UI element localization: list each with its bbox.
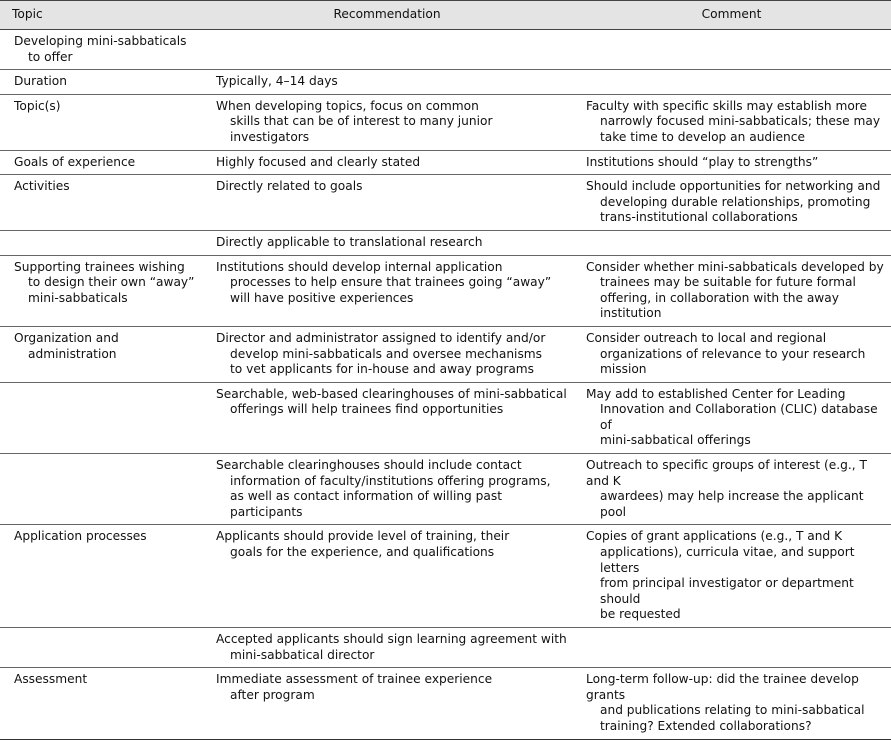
cell-line: developing durable relationships, promoting	[600, 194, 871, 209]
comment-cell	[572, 255, 891, 326]
recommendation-cell	[202, 70, 572, 95]
cell-line: training? Extended collaborations?	[600, 718, 812, 733]
comment-cell	[572, 150, 891, 175]
topic-cell	[0, 94, 202, 150]
table-row	[0, 175, 891, 231]
recommendation-cell	[202, 628, 572, 668]
cell-line: Searchable clearinghouses should include contact	[216, 458, 522, 473]
cell-line: to vet applicants for in-house and away programs	[230, 362, 535, 377]
cell-line: Application processes	[14, 529, 147, 544]
cell-line: Immediate assessment of trainee experience	[216, 672, 493, 687]
recommendation-cell	[202, 326, 572, 382]
topic-cell	[0, 525, 202, 628]
topic-cell	[0, 628, 202, 668]
recommendation-cell	[202, 175, 572, 231]
cell-line: mini-sabbatical offerings	[600, 433, 751, 448]
cell-line: When developing topics, focus on common	[216, 98, 479, 113]
cell-line: trans-institutional collaborations	[600, 210, 798, 225]
table-row	[0, 230, 891, 255]
cell-line: Should include opportunities for networking and	[586, 179, 881, 194]
cell-line: Long-term follow-up: did the trainee develop grants	[586, 672, 859, 702]
comment-cell	[572, 30, 891, 70]
topic-cell	[0, 382, 202, 453]
comment-cell	[572, 175, 891, 231]
topic-cell	[0, 150, 202, 175]
cell-line: Consider whether mini-sabbaticals developed by	[586, 259, 884, 274]
comment-cell	[572, 70, 891, 95]
recommendation-cell	[202, 668, 572, 739]
cell-line: applications), curricula vitae, and support letters	[600, 545, 855, 575]
cell-line: Director and administrator assigned to identify and/or	[216, 330, 546, 345]
cell-line: will have positive experiences	[230, 290, 414, 305]
cell-line: Copies of grant applications (e.g., T and K	[586, 529, 843, 544]
table-row	[0, 70, 891, 95]
comment-cell	[572, 382, 891, 453]
comment-cell	[572, 628, 891, 668]
cell-line: mission	[600, 362, 647, 377]
header-topic: Topic	[0, 1, 202, 30]
comment-cell	[572, 230, 891, 255]
recommendation-cell	[202, 150, 572, 175]
cell-line: Organization and	[14, 330, 119, 345]
cell-line: Goals of experience	[14, 154, 136, 169]
cell-line: Accepted applicants should sign learning agreement with	[216, 632, 567, 646]
comment-cell	[572, 326, 891, 382]
table-row	[0, 94, 891, 150]
cell-line: May add to established Center for Leading	[586, 386, 846, 401]
cell-line: offerings will help trainees find opportunities	[230, 402, 504, 417]
cell-line: awardees) may help increase the applicant pool	[600, 489, 864, 519]
table-row	[0, 382, 891, 453]
topic-cell	[0, 326, 202, 382]
cell-line: Topic(s)	[14, 98, 61, 113]
header-recommendation: Recommendation	[202, 1, 572, 30]
table-row	[0, 326, 891, 382]
table-row	[0, 255, 891, 326]
table-row	[0, 628, 891, 668]
cell-line: from principal investigator or department should	[600, 576, 854, 606]
topic-cell	[0, 255, 202, 326]
comment-cell	[572, 668, 891, 739]
cell-line: Searchable, web-based clearinghouses of mini-sabbatical	[216, 386, 567, 401]
recommendation-cell	[202, 230, 572, 255]
cell-line: trainees may be suitable for future formal	[600, 275, 856, 290]
topic-cell	[0, 30, 202, 70]
cell-line: Directly applicable to translational research	[216, 234, 483, 249]
cell-line: mini-sabbaticals	[28, 290, 128, 305]
cell-line: as well as contact information of willing past participants	[230, 489, 502, 519]
cell-line: organizations of relevance to your research	[600, 346, 866, 361]
recommendation-cell	[202, 525, 572, 628]
table-row	[0, 668, 891, 739]
cell-line: Outreach to specific groups of interest (e.g., T and K	[586, 458, 867, 488]
cell-line: administration	[28, 346, 117, 361]
cell-line: to design their own “away”	[28, 275, 195, 290]
cell-line: offering, in collaboration with the away institution	[600, 290, 839, 321]
table-row	[0, 525, 891, 628]
cell-line: Typically, 4–14 days	[216, 74, 338, 89]
table-row	[0, 150, 891, 175]
cell-line: Highly focused and clearly stated	[216, 154, 421, 169]
cell-line: Directly related to goals	[216, 179, 363, 194]
cell-line: Consider outreach to local and regional	[586, 330, 827, 345]
cell-line: Faculty with specific skills may establish more	[586, 98, 868, 113]
cell-line: goals for the experience, and qualifications	[230, 545, 495, 560]
cell-line: and publications relating to mini-sabbatical	[600, 703, 865, 718]
cell-line: mini-sabbatical director	[230, 647, 375, 662]
cell-line: after program	[230, 687, 315, 702]
cell-line: to offer	[28, 49, 73, 64]
cell-line: develop mini-sabbaticals and oversee mechanisms	[230, 346, 543, 361]
table-row	[0, 30, 891, 70]
header-row	[0, 1, 891, 30]
recommendation-cell	[202, 382, 572, 453]
cell-line: be requested	[600, 607, 681, 622]
cell-line: skills that can be of interest to many junior investigators	[230, 114, 493, 144]
header-comment: Comment	[572, 1, 891, 30]
cell-line: Activities	[14, 179, 70, 194]
cell-line: Developing mini-sabbaticals	[14, 34, 187, 48]
cell-line: Applicants should provide level of training, their	[216, 529, 510, 544]
recommendation-cell	[202, 255, 572, 326]
cell-line: Supporting trainees wishing	[14, 259, 185, 274]
cell-line: Duration	[14, 74, 67, 89]
cell-line: take time to develop an audience	[600, 129, 805, 144]
cell-line: narrowly focused mini-sabbaticals; these may	[600, 114, 881, 129]
topic-cell	[0, 454, 202, 525]
topic-cell	[0, 230, 202, 255]
cell-line: processes to help ensure that trainees going “away”	[230, 275, 552, 290]
topic-cell	[0, 668, 202, 739]
cell-line: Institutions should “play to strengths”	[586, 154, 819, 169]
cell-line: Assessment	[14, 672, 88, 687]
table-row	[0, 454, 891, 525]
cell-line: Innovation and Collaboration (CLIC) database of	[600, 402, 878, 432]
recommendation-cell	[202, 30, 572, 70]
cell-line: information of faculty/institutions offering programs,	[230, 473, 551, 488]
comment-cell	[572, 525, 891, 628]
topic-cell	[0, 70, 202, 95]
recommendation-cell	[202, 454, 572, 525]
topic-cell	[0, 175, 202, 231]
cell-line: Institutions should develop internal application	[216, 259, 503, 274]
comment-cell	[572, 94, 891, 150]
comment-cell	[572, 454, 891, 525]
recommendation-cell	[202, 94, 572, 150]
